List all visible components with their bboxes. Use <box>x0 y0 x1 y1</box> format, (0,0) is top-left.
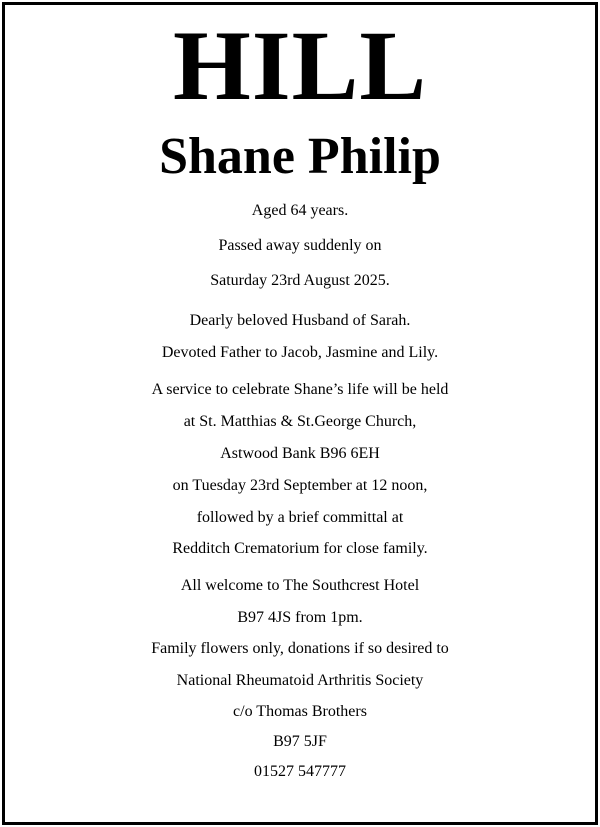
surname-heading: HILL <box>172 10 428 121</box>
notice-line-address: Astwood Bank B96 6EH <box>220 445 380 462</box>
notice-line-crematorium: Redditch Crematorium for close family. <box>172 540 428 557</box>
forenames-heading: Shane Philip <box>159 128 441 185</box>
notice-line-funeral-director: c/o Thomas Brothers <box>233 703 367 720</box>
notice-line-date: Saturday 23rd August 2025. <box>210 272 390 289</box>
notice-line-passed: Passed away suddenly on <box>218 237 382 254</box>
notice-line-welcome: All welcome to The Southcrest Hotel <box>180 577 420 594</box>
notice-line-husband: Dearly beloved Husband of Sarah. <box>189 312 411 329</box>
notice-line-charity: National Rheumatoid Arthritis Society <box>176 672 424 689</box>
notice-line-church: at St. Matthias & St.George Church, <box>183 413 417 430</box>
notice-line-service: A service to celebrate Shane’s life will be held <box>151 381 449 398</box>
notice-line-father: Devoted Father to Jacob, Jasmine and Lily. <box>161 344 439 361</box>
notice-line-director-postcode: B97 5JF <box>273 733 327 750</box>
notice-line-flowers: Family flowers only, donations if so desired to <box>151 640 449 657</box>
notice-line-service-date: on Tuesday 23rd September at 12 noon, <box>172 477 428 494</box>
notice-line-age: Aged 64 years. <box>251 202 349 219</box>
notice-line-committal: followed by a brief committal at <box>196 509 404 526</box>
notice-line-hotel-postcode: B97 4JS from 1pm. <box>237 609 363 626</box>
notice-line-phone: 01527 547777 <box>254 763 346 780</box>
